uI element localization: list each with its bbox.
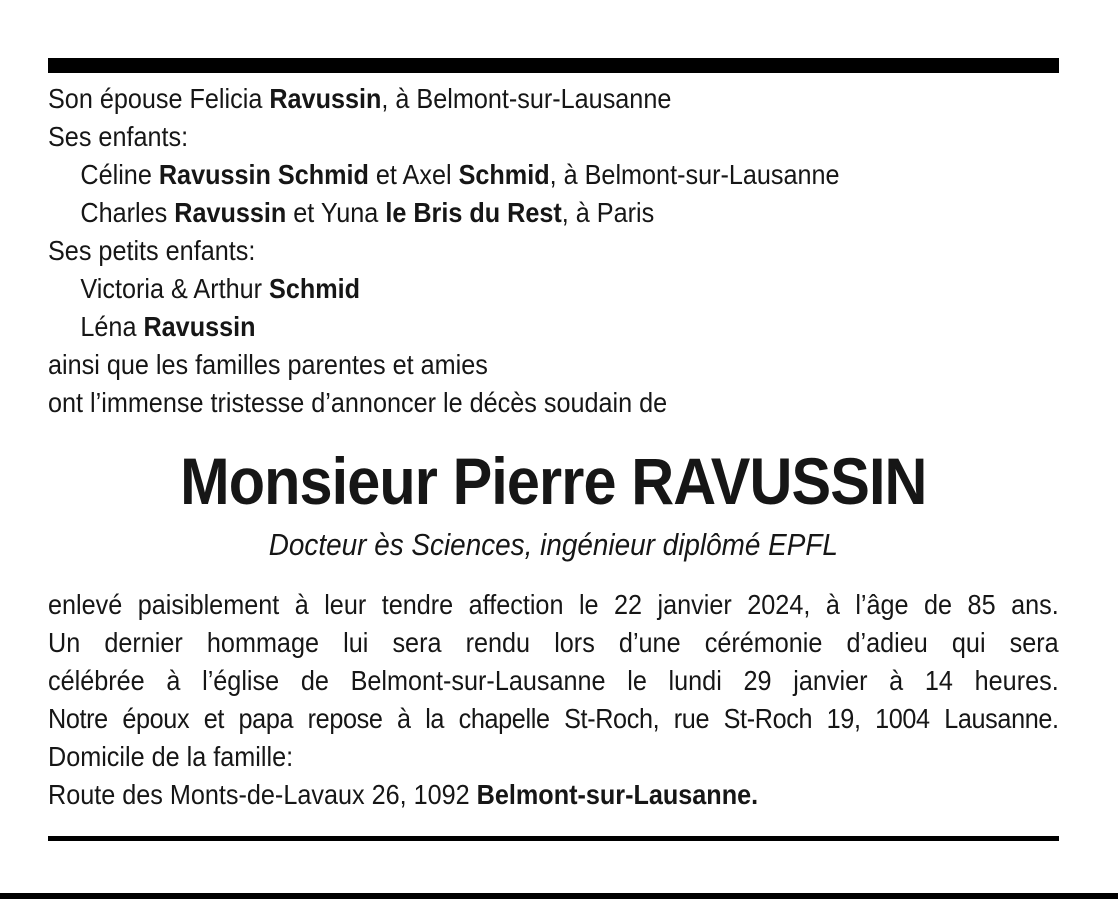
family-text: Charles — [80, 197, 175, 228]
family-line-grandchildren-label — [48, 232, 1059, 270]
body-line: célébrée à l’église de Belmont-sur-Lausanne le lundi 29 janvier à 14 heures. — [48, 665, 1059, 696]
family-line-child — [48, 156, 1059, 194]
family-text: et Yuna — [286, 197, 386, 228]
deceased-name: Monsieur Pierre RAVUSSIN — [180, 444, 927, 518]
family-text: , à Belmont-sur-Lausanne — [381, 83, 672, 114]
family-text: , à Belmont-sur-Lausanne — [549, 159, 840, 190]
page-bottom-rule — [0, 893, 1118, 899]
announcement-intro — [48, 384, 1059, 422]
family-line-child — [48, 194, 1059, 232]
family-text: Ses petits enfants: — [48, 235, 256, 266]
family-name: Ravussin — [174, 197, 287, 228]
family-text: , à Paris — [561, 197, 655, 228]
family-text: ainsi que les familles parentes et amies — [48, 349, 488, 380]
address-locality: Belmont-sur-Lausanne. — [476, 779, 759, 810]
family-name: Ravussin — [269, 83, 382, 114]
family-text: et Axel — [368, 159, 459, 190]
body-line: Notre époux et papa repose à la chapelle St-Roch, rue St-Roch 19, 1004 Lausanne. — [48, 703, 1059, 734]
family-name: Ravussin — [143, 311, 256, 342]
family-list — [48, 80, 1059, 422]
address-text: Route des Monts-de-Lavaux 26, 1092 — [48, 779, 477, 810]
family-text: Léna — [80, 311, 144, 342]
bottom-rule — [48, 836, 1059, 841]
announcement-paragraph — [48, 586, 1059, 814]
family-text: Son épouse Felicia — [48, 83, 270, 114]
family-text: ont l’immense tristesse d’annoncer le décès soudain de — [48, 387, 668, 418]
family-text: Céline — [80, 159, 159, 190]
family-name: Ravussin Schmid — [158, 159, 369, 190]
family-line-spouse — [48, 80, 1059, 118]
body-line: enlevé paisiblement à leur tendre affection le 22 janvier 2024, à l’âge de 85 ans. — [48, 589, 1059, 620]
family-line-grandchild — [48, 270, 1059, 308]
family-name: le Bris du Rest — [385, 197, 562, 228]
family-line-children-label — [48, 118, 1059, 156]
family-text: Ses enfants: — [48, 121, 189, 152]
body-line: Un dernier hommage lui sera rendu lors d’une cérémonie d’adieu qui sera — [48, 627, 1059, 658]
family-line-relatives — [48, 346, 1059, 384]
top-rule — [48, 58, 1059, 73]
notice-text-column — [48, 80, 1059, 814]
family-name: Schmid — [458, 159, 550, 190]
family-line-grandchild — [48, 308, 1059, 346]
address-line — [48, 776, 1059, 814]
notice-content — [48, 80, 1059, 814]
family-name: Schmid — [269, 273, 361, 304]
deceased-credentials: Docteur ès Sciences, ingénieur diplômé EPFL — [268, 527, 838, 562]
family-text: Victoria & Arthur — [80, 273, 270, 304]
family-home-label: Domicile de la famille: — [48, 741, 294, 772]
